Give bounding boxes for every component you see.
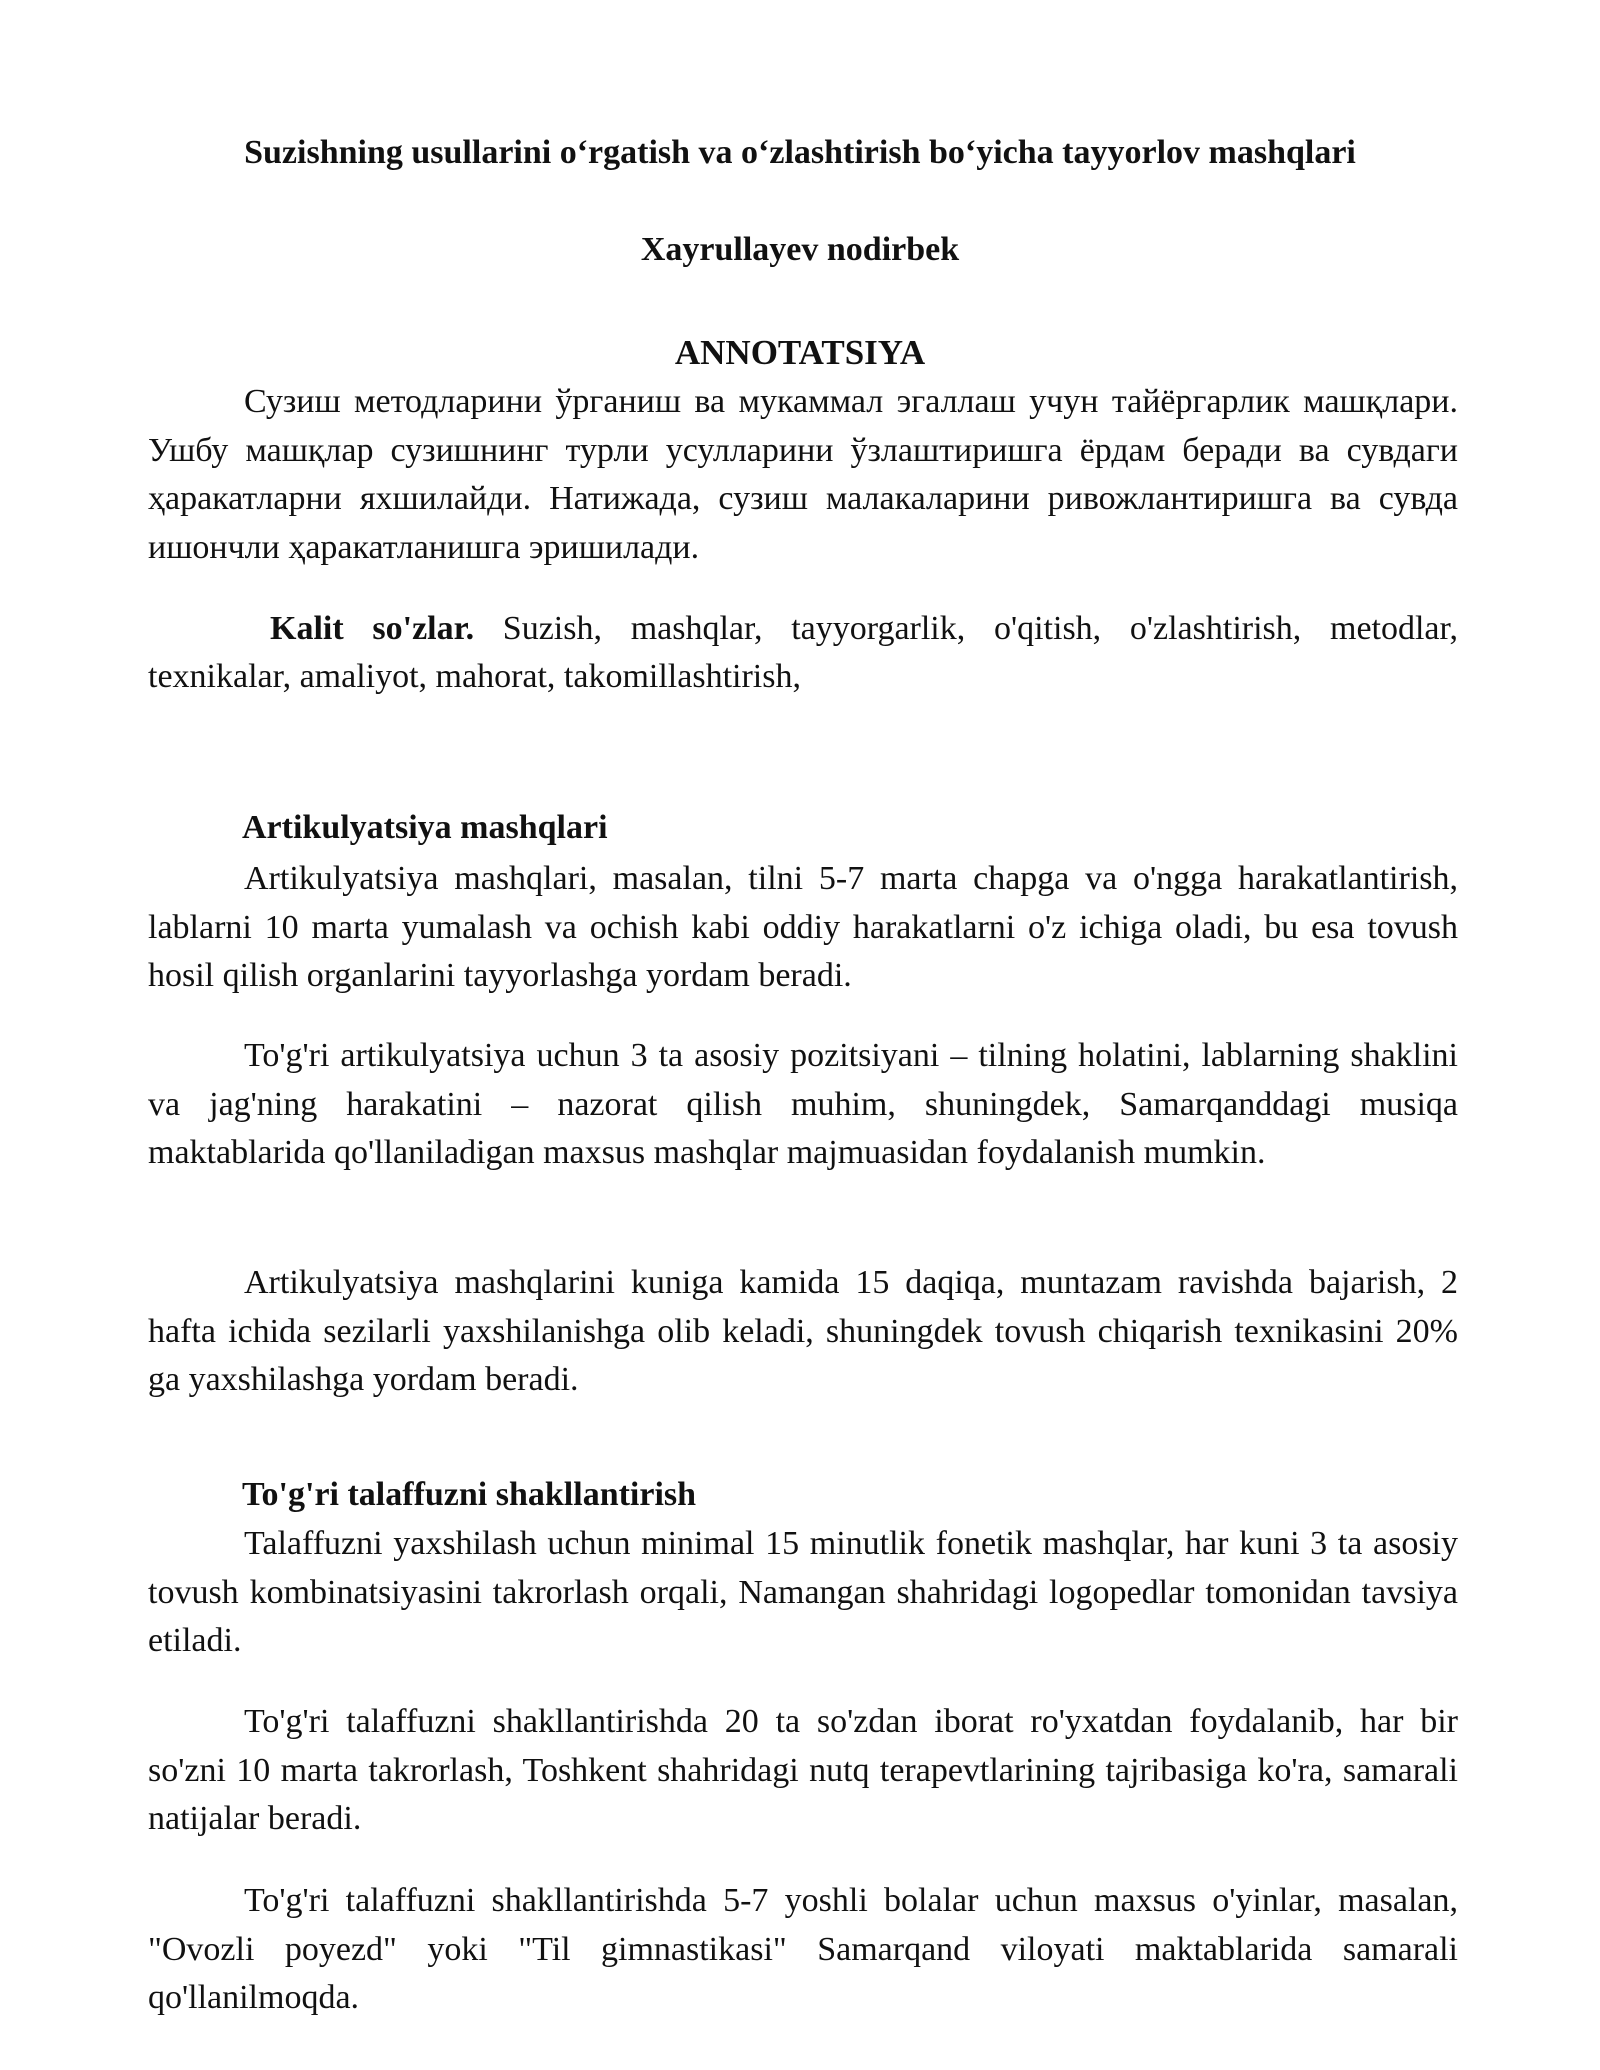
body-paragraph: Artikulyatsiya mashqlarini kuniga kamida 15 daqiqa, muntazam ravishda bajarish, 2 hafta ichida sezilarli yaxshilanishga olib keladi, shuningdek tovush chiqarish texnikasini 20% ga yaxshilashga yordam beradi. [148,1264,1458,1398]
body-paragraph: To'g'ri talaffuzni shakllantirishda 20 ta so'zdan iborat ro'yxatdan foydalanib, har bir so'zni 10 marta takrorlash, Toshkent shahridagi nutq terapevtlarining tajribasiga ko'ra, samarali natijalar beradi. [148,1703,1458,1837]
section-heading-articulation: Artikulyatsiya mashqlari [242,809,608,846]
author-name: Xayrullayev nodirbek [640,231,960,268]
body-paragraph: Talaffuzni yaxshilash uchun minimal 15 minutlik fonetik mashqlar, har kuni 3 ta asosiy tovush kombinatsiyasini takrorlash orqali, Namangan shahridagi logopedlar tomonidan tavsiya etiladi. [148,1525,1458,1659]
annotation-text: Сузиш методларини ўрганиш ва мукаммал эгаллаш учун тайёргарлик машқлари. Ушбу машқлар сузишнинг турли усулларини ўзлаштиришга ёрдам беради ва сувдаги ҳаракатларни яхшилайди. Натижада, сузиш малакаларини ривожлантиришга ва сувда ишончли ҳаракатланишга эришилади. [148,383,1458,566]
body-paragraph: To'g'ri artikulyatsiya uchun 3 ta asosiy pozitsiyani – tilning holatini, lablarning shaklini va jag'ning harakatini – nazorat qilish muhim, shuningdek, Samarqanddagi musiqa maktablarida qo'llaniladigan maxsus mashqlar majmuasidan foydalanish mumkin. [148,1037,1458,1171]
document-title: Suzishning usullarini o‘rgatish va o‘zlashtirish bo‘yicha tayyorlov mashqlari [244,134,1356,171]
annotation-paragraph [148,378,1458,572]
keywords-label: Kalit so'zlar. [270,610,475,647]
body-paragraph: Artikulyatsiya mashqlari, masalan, tilni 5-7 marta chapga va o'ngga harakatlantirish, lablarni 10 marta yumalash va ochish kabi oddiy harakatlarni o'z ichiga oladi, bu esa tovush hosil qilish organlarini tayyorlashga yordam beradi. [148,860,1458,994]
section-heading-pronunciation: To'g'ri talaffuzni shakllantirish [242,1476,697,1513]
annotation-heading: ANNOTATSIYA [674,333,926,372]
body-paragraph: To'g'ri talaffuzni shakllantirishda 5-7 yoshli bolalar uchun maxsus o'yinlar, masalan, "Ovozli poyezd" yoki "Til gimnastikasi" Samarqand viloyati maktablarida samarali qo'llanilmoqda. [148,1882,1458,2016]
keywords-text: Suzish, mashqlar, tayyorgarlik, o'qitish, o'zlashtirish, metodlar, texnikalar, amaliyot, mahorat, takomillashtirish, [148,610,1458,695]
keywords-paragraph [148,605,1458,701]
